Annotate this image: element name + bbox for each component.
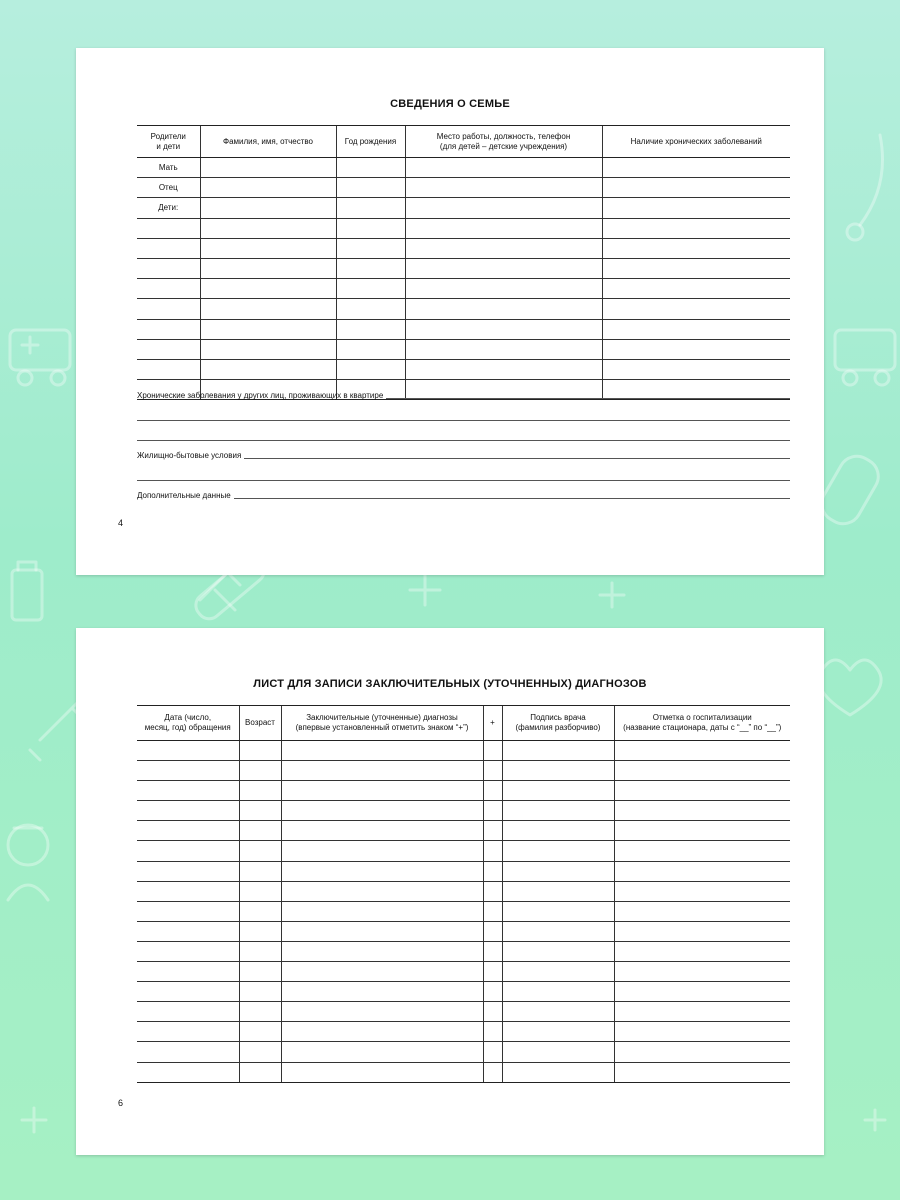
table-cell[interactable] [239, 861, 281, 881]
table-cell[interactable] [502, 881, 614, 901]
table-cell[interactable] [502, 761, 614, 781]
row-label [137, 279, 200, 299]
table-cell[interactable] [405, 319, 602, 339]
table-cell[interactable] [483, 982, 502, 1002]
table-cell[interactable] [137, 761, 239, 781]
table-cell[interactable] [239, 1002, 281, 1022]
pill-icon [815, 450, 885, 531]
table-cell[interactable] [239, 1042, 281, 1062]
additional-data-label: Дополнительные данные [137, 491, 231, 500]
table-cell[interactable] [281, 941, 483, 961]
table-row [137, 941, 790, 961]
table-cell[interactable] [336, 279, 405, 299]
table-header-row [137, 706, 790, 741]
table-row [137, 1042, 790, 1062]
table-cell[interactable] [137, 941, 239, 961]
table-cell[interactable] [614, 1062, 790, 1082]
family-table [137, 125, 790, 400]
row-label: Мать [137, 158, 200, 178]
table-cell[interactable] [483, 1042, 502, 1062]
table-row [137, 258, 790, 278]
table-cell[interactable] [602, 319, 790, 339]
table-cell[interactable] [281, 761, 483, 781]
row-label [137, 218, 200, 238]
table-cell[interactable] [602, 178, 790, 198]
table-cell[interactable] [483, 781, 502, 801]
table-cell[interactable] [502, 941, 614, 961]
table-cell[interactable] [502, 781, 614, 801]
table-row [137, 841, 790, 861]
table-cell[interactable] [502, 921, 614, 941]
table-cell[interactable] [614, 821, 790, 841]
table-cell[interactable] [239, 1062, 281, 1082]
table-cell[interactable] [502, 1022, 614, 1042]
family-info-page [76, 48, 824, 575]
table-cell[interactable] [281, 741, 483, 761]
diagnoses-table [137, 705, 790, 1083]
table-cell[interactable] [614, 801, 790, 821]
ambulance-icon [10, 330, 70, 385]
table-cell[interactable] [239, 901, 281, 921]
table-cell[interactable] [483, 1002, 502, 1022]
table-cell[interactable] [502, 741, 614, 761]
row-label [137, 238, 200, 258]
table-cell[interactable] [200, 218, 336, 238]
table-cell[interactable] [336, 218, 405, 238]
table-cell[interactable] [614, 861, 790, 881]
table-cell[interactable] [502, 1062, 614, 1082]
table-cell[interactable] [502, 861, 614, 881]
notes-section [137, 381, 790, 501]
table-cell[interactable] [405, 359, 602, 379]
table-cell[interactable] [281, 901, 483, 921]
table-row [137, 982, 790, 1002]
header-final-diagnoses: Заключительные (уточненные) диагнозы (впервые установленный отметить знаком “+”) [281, 706, 483, 741]
table-cell[interactable] [137, 962, 239, 982]
header-hospitalization: Отметка о госпитализации (название стационара, даты с “__” по “__”) [614, 706, 790, 741]
table-cell[interactable] [239, 881, 281, 901]
table-cell[interactable] [137, 921, 239, 941]
table-cell[interactable] [483, 941, 502, 961]
table-cell[interactable] [200, 319, 336, 339]
table-row [137, 178, 790, 198]
table-cell[interactable] [602, 258, 790, 278]
table-cell[interactable] [602, 359, 790, 379]
table-cell[interactable] [137, 841, 239, 861]
blank-line[interactable] [137, 401, 790, 421]
table-cell[interactable] [614, 962, 790, 982]
table-cell[interactable] [483, 821, 502, 841]
table-cell[interactable] [281, 1042, 483, 1062]
table-cell[interactable] [602, 279, 790, 299]
header-parents-children: Родители и дети [137, 126, 200, 158]
table-cell[interactable] [483, 1062, 502, 1082]
table-cell[interactable] [405, 238, 602, 258]
header-chronic-diseases: Наличие хронических заболеваний [602, 126, 790, 158]
table-cell[interactable] [281, 1002, 483, 1022]
table-cell[interactable] [137, 1042, 239, 1062]
table-cell[interactable] [239, 841, 281, 861]
doctor-icon [8, 825, 48, 900]
table-cell[interactable] [483, 841, 502, 861]
table-cell[interactable] [336, 198, 405, 218]
table-row [137, 339, 790, 359]
table-cell[interactable] [602, 299, 790, 319]
table-cell[interactable] [483, 861, 502, 881]
table-row [137, 1002, 790, 1022]
table-row [137, 921, 790, 941]
table-cell[interactable] [614, 841, 790, 861]
table-cell[interactable] [281, 921, 483, 941]
table-cell[interactable] [405, 198, 602, 218]
table-cell[interactable] [602, 158, 790, 178]
table-cell[interactable] [239, 821, 281, 841]
stethoscope-icon [847, 135, 883, 240]
page-number: 4 [118, 518, 124, 528]
table-cell[interactable] [602, 198, 790, 218]
table-cell[interactable] [281, 1062, 483, 1082]
table-cell[interactable] [483, 881, 502, 901]
table-cell[interactable] [239, 1022, 281, 1042]
table-row [137, 881, 790, 901]
row-label [137, 319, 200, 339]
table-cell[interactable] [281, 1022, 483, 1042]
header-age: Возраст [239, 706, 281, 741]
table-row [137, 861, 790, 881]
table-cell[interactable] [239, 982, 281, 1002]
living-conditions-label: Жилищно-бытовые условия [137, 451, 242, 460]
table-cell[interactable] [502, 841, 614, 861]
table-cell[interactable] [137, 781, 239, 801]
table-row [137, 761, 790, 781]
blank-line[interactable] [137, 421, 790, 441]
bottle-icon [12, 562, 42, 620]
header-doctor-signature: Подпись врача (фамилия разборчиво) [502, 706, 614, 741]
additional-data-line[interactable] [137, 481, 790, 501]
table-cell[interactable] [483, 761, 502, 781]
table-cell[interactable] [614, 1042, 790, 1062]
table-cell[interactable] [483, 921, 502, 941]
page-title: СВЕДЕНИЯ О СЕМЬЕ [390, 98, 510, 110]
header-birth-year: Год рождения [336, 126, 405, 158]
table-cell[interactable] [405, 258, 602, 278]
table-cell[interactable] [137, 881, 239, 901]
table-cell[interactable] [614, 881, 790, 901]
row-label: Дети: [137, 198, 200, 218]
table-row [137, 218, 790, 238]
table-cell[interactable] [137, 982, 239, 1002]
table-cell[interactable] [281, 841, 483, 861]
table-row [137, 198, 790, 218]
table-cell[interactable] [281, 962, 483, 982]
table-cell[interactable] [614, 741, 790, 761]
table-cell[interactable] [602, 339, 790, 359]
table-row [137, 299, 790, 319]
table-row [137, 962, 790, 982]
table-cell[interactable] [483, 1022, 502, 1042]
table-cell[interactable] [602, 218, 790, 238]
header-full-name: Фамилия, имя, отчество [200, 126, 336, 158]
table-row [137, 1022, 790, 1042]
table-cell[interactable] [200, 339, 336, 359]
table-cell[interactable] [137, 861, 239, 881]
table-cell[interactable] [405, 178, 602, 198]
table-row [137, 359, 790, 379]
row-label [137, 258, 200, 278]
table-cell[interactable] [336, 319, 405, 339]
diagnoses-page [76, 628, 824, 1155]
table-cell[interactable] [281, 881, 483, 901]
living-conditions-line[interactable] [137, 441, 790, 461]
table-cell[interactable] [239, 781, 281, 801]
table-cell[interactable] [281, 821, 483, 841]
table-row [137, 238, 790, 258]
table-cell[interactable] [200, 158, 336, 178]
table-row [137, 901, 790, 921]
header-workplace: Место работы, должность, телефон (для детей – детские учреждения) [405, 126, 602, 158]
row-label [137, 339, 200, 359]
table-cell[interactable] [602, 238, 790, 258]
table-cell[interactable] [614, 781, 790, 801]
table-cell[interactable] [239, 761, 281, 781]
table-cell[interactable] [336, 299, 405, 319]
chronic-others-label: Хронические заболевания у других лиц, проживающих в квартире [137, 391, 384, 400]
table-cell[interactable] [502, 1002, 614, 1022]
table-cell[interactable] [200, 299, 336, 319]
table-row [137, 158, 790, 178]
table-cell[interactable] [137, 741, 239, 761]
table-cell[interactable] [405, 339, 602, 359]
table-row [137, 319, 790, 339]
table-cell[interactable] [336, 158, 405, 178]
table-cell[interactable] [502, 801, 614, 821]
table-cell[interactable] [281, 781, 483, 801]
table-cell[interactable] [614, 1022, 790, 1042]
table-cell[interactable] [614, 982, 790, 1002]
table-cell[interactable] [137, 1062, 239, 1082]
table-row [137, 1062, 790, 1082]
table-cell[interactable] [239, 741, 281, 761]
table-cell[interactable] [281, 982, 483, 1002]
table-cell[interactable] [137, 1022, 239, 1042]
table-cell[interactable] [200, 198, 336, 218]
table-cell[interactable] [281, 861, 483, 881]
table-cell[interactable] [502, 962, 614, 982]
table-cell[interactable] [137, 901, 239, 921]
row-label [137, 299, 200, 319]
table-cell[interactable] [200, 178, 336, 198]
table-row [137, 801, 790, 821]
table-cell[interactable] [336, 238, 405, 258]
row-label [137, 359, 200, 379]
table-cell[interactable] [200, 238, 336, 258]
table-cell[interactable] [614, 1002, 790, 1022]
table-cell[interactable] [137, 1002, 239, 1022]
table-cell[interactable] [239, 801, 281, 821]
table-cell[interactable] [502, 901, 614, 921]
ambulance-icon [835, 330, 895, 385]
page-number: 6 [118, 1098, 124, 1108]
table-cell[interactable] [483, 901, 502, 921]
page-title: ЛИСТ ДЛЯ ЗАПИСИ ЗАКЛЮЧИТЕЛЬНЫХ (УТОЧНЕННЫХ) ДИАГНОЗОВ [253, 678, 647, 690]
table-cell[interactable] [405, 279, 602, 299]
table-cell[interactable] [614, 921, 790, 941]
table-cell[interactable] [137, 821, 239, 841]
table-cell[interactable] [483, 801, 502, 821]
table-cell[interactable] [405, 299, 602, 319]
table-row [137, 279, 790, 299]
cross-icon [410, 575, 624, 607]
table-cell[interactable] [502, 982, 614, 1002]
table-cell[interactable] [614, 761, 790, 781]
table-cell[interactable] [200, 279, 336, 299]
header-plus-mark: + [483, 706, 502, 741]
table-cell[interactable] [405, 218, 602, 238]
table-cell[interactable] [200, 258, 336, 278]
table-cell[interactable] [336, 339, 405, 359]
heart-icon [819, 660, 881, 715]
table-cell[interactable] [483, 741, 502, 761]
table-row [137, 741, 790, 761]
table-cell[interactable] [281, 801, 483, 821]
table-cell[interactable] [336, 178, 405, 198]
table-row [137, 781, 790, 801]
table-cell[interactable] [405, 158, 602, 178]
table-cell[interactable] [483, 962, 502, 982]
table-row [137, 821, 790, 841]
table-cell[interactable] [614, 901, 790, 921]
table-cell[interactable] [200, 359, 336, 379]
table-cell[interactable] [614, 941, 790, 961]
table-cell[interactable] [137, 801, 239, 821]
blank-line[interactable] [137, 461, 790, 481]
table-cell[interactable] [239, 941, 281, 961]
table-cell[interactable] [336, 258, 405, 278]
table-cell[interactable] [502, 821, 614, 841]
table-cell[interactable] [502, 1042, 614, 1062]
chronic-others-line[interactable] [137, 381, 790, 401]
table-cell[interactable] [336, 359, 405, 379]
header-visit-date: Дата (число, месяц, год) обращения [137, 706, 239, 741]
table-header-row [137, 126, 790, 158]
table-cell[interactable] [239, 962, 281, 982]
row-label: Отец [137, 178, 200, 198]
table-cell[interactable] [239, 921, 281, 941]
